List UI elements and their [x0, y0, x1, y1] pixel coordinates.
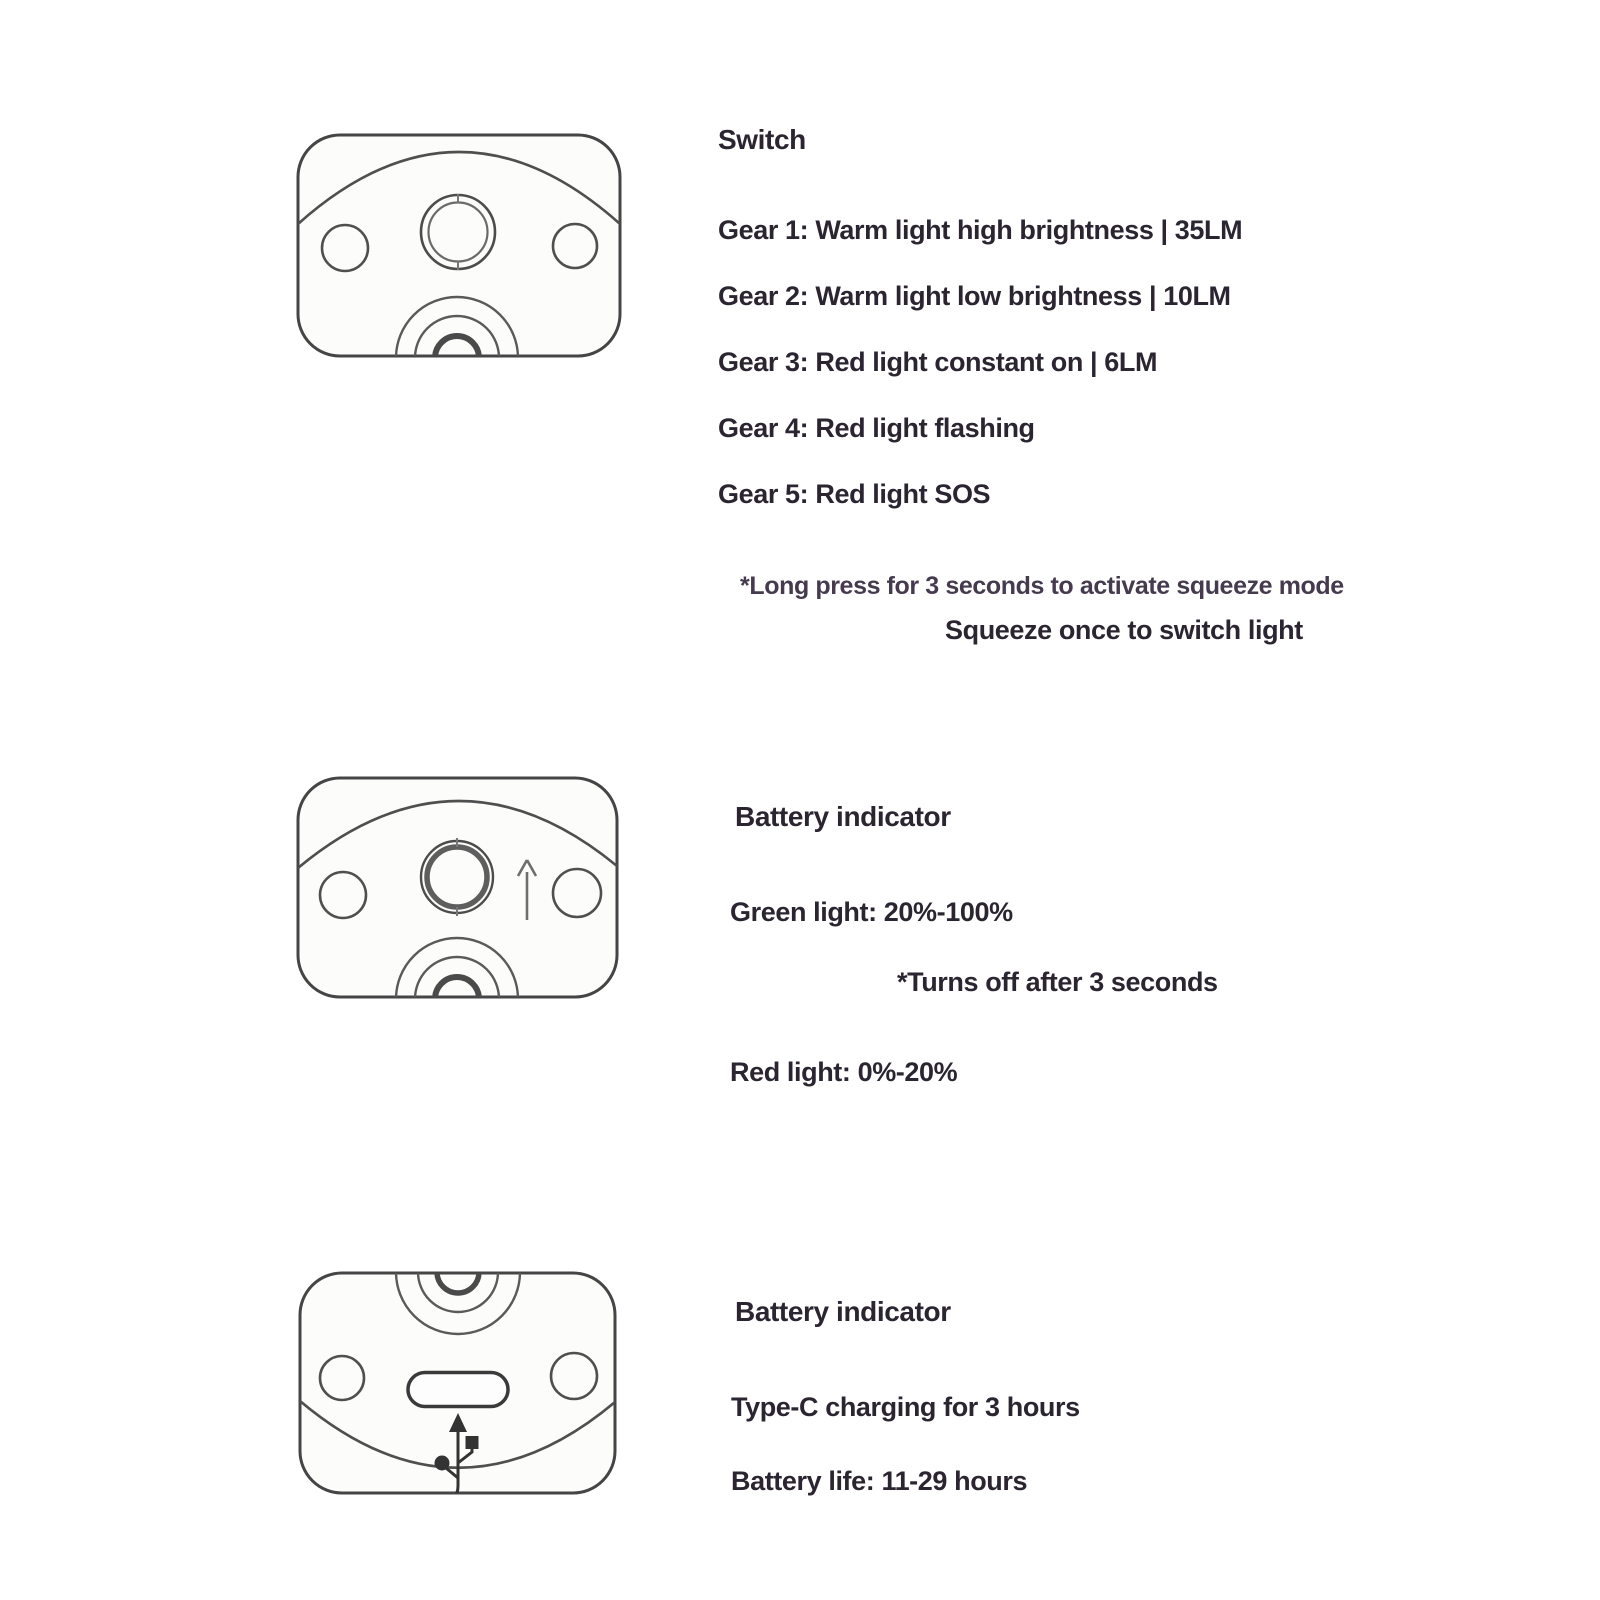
gear-2-label: Gear 2: Warm light low brightness | 10LM	[718, 281, 1231, 311]
gear-5-label: Gear 5: Red light SOS	[718, 479, 991, 509]
type-c-charging-label: Type-C charging for 3 hours	[731, 1392, 1080, 1422]
usb-c-port	[408, 1373, 508, 1407]
power-button	[421, 194, 495, 270]
section-battery-heading: Battery indicator	[735, 801, 951, 832]
battery-indicator-diagram	[285, 763, 635, 1011]
gear-1-label: Gear 1: Warm light high brightness | 35LM	[718, 215, 1243, 245]
indicator-button-lit	[421, 838, 493, 916]
battery-life-label: Battery life: 11-29 hours	[731, 1466, 1028, 1496]
red-light-label: Red light: 0%-20%	[730, 1057, 958, 1087]
section-switch-heading: Switch	[718, 124, 806, 155]
switch-diagram	[285, 120, 635, 370]
charging-port-diagram	[285, 1258, 630, 1508]
squeeze-switch-note: Squeeze once to switch light	[945, 615, 1303, 645]
gear-3-label: Gear 3: Red light constant on | 6LM	[718, 347, 1158, 377]
section-charging-heading: Battery indicator	[735, 1296, 951, 1327]
squeeze-mode-note: *Long press for 3 seconds to activate squeeze mode	[740, 572, 1344, 600]
green-light-label: Green light: 20%-100%	[730, 897, 1013, 927]
gear-4-label: Gear 4: Red light flashing	[718, 413, 1035, 443]
turns-off-note: *Turns off after 3 seconds	[897, 967, 1218, 997]
